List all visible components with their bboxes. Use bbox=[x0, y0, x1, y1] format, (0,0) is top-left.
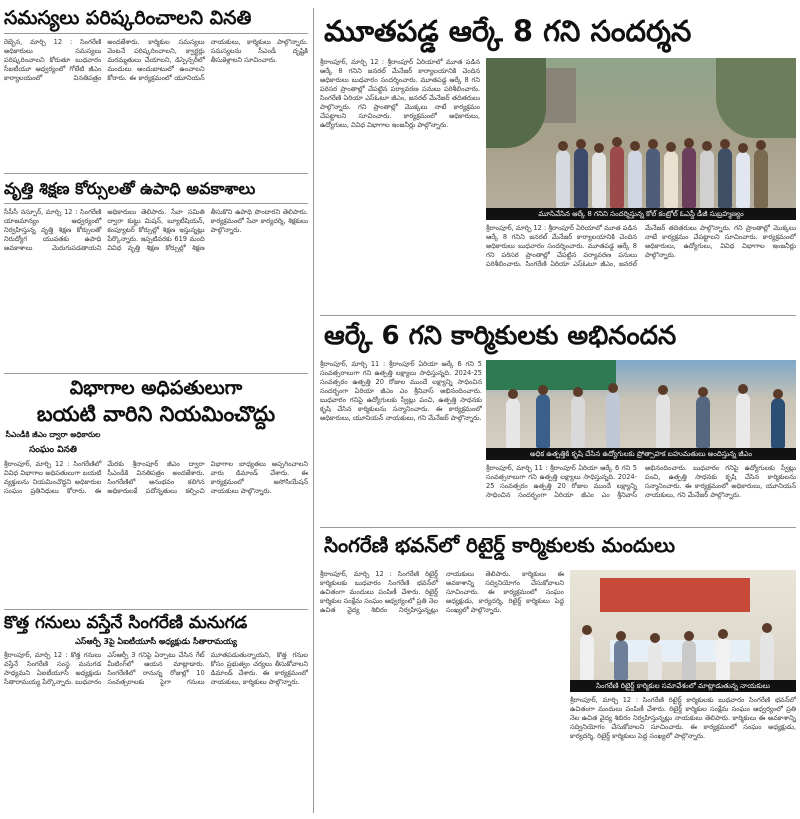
person-figure bbox=[700, 150, 714, 208]
person-figure bbox=[682, 640, 696, 680]
person-figure bbox=[606, 392, 620, 448]
article-headline: ఆర్కే 6 గని కార్మికులకు అభినందన bbox=[324, 321, 677, 351]
article-body: శ్రీరాంపూర్, మార్చి 12 : కొత్త గనులు వస్తేనే సింగరేణి సంస్థ మనుగడ సాధ్యమని ఏఐటీయూసీ అధ్యక్షుడు సీతారామయ్య పేర్కొన్నారు. బుధవారం ఎస్ఆర్పీ 3 గనిపై ఏర్పాటు చేసిన గేట్ మీటింగ్‌లో ఆయన మాట్లాడారు. సింగరేణిలో రానున్న రోజుల్లో 10 సంవత్సరాలకు పైగా గనులు మూతపడుతున్నాయని, కొత్త గనుల కోసం ప్రభుత్వం చర్యలు తీసుకోవాలని డిమాండ్ చేశారు. ఈ కార్యక్రమంలో నాయకులు, కార్మికులు పాల్గొన్నారు. bbox=[4, 651, 308, 686]
photo-caption: సింగరేణి రిటైర్డ్ కార్మికుల సమావేశంలో మాట్లాడుతున్న నాయకులు bbox=[570, 680, 796, 692]
person-figure bbox=[646, 148, 660, 208]
article-retired-medicines bbox=[320, 528, 796, 814]
person-figure bbox=[614, 640, 628, 680]
article-headline-line2: బయటి వారిని నియమించొద్దు bbox=[36, 402, 276, 426]
person-figure bbox=[536, 394, 550, 448]
felicitation-photo bbox=[486, 360, 796, 460]
divider bbox=[4, 373, 308, 374]
article-vocational-training bbox=[4, 178, 308, 334]
article-body: శ్రీరాంపూర్, మార్చి 12 : సింగరేణిలో వివిధ విభాగాల అధిపతులుగా బయటి వ్యక్తులను నియమించొద్దని అధికారుల సంఘం ప్రతినిధులు కోరారు. ఈ మేరకు శ్రీరాంపూర్ జీఎం ద్వారా సీఎండీకి వినతిపత్రం అందజేశారు. సింగరేణిలో అనుభవం కలిగిన అధికారులకే పదోన్నతులు కల్పించి విభాగాల బాధ్యతలు అప్పగించాలని వారు డిమాండ్ చేశారు. ఈ కార్యక్రమంలో అసోసియేషన్ నాయకులు పాల్గొన్నారు. bbox=[4, 460, 308, 495]
article-subhead: సీఎండీకి జీఎం ద్వారా అధికారుల bbox=[5, 430, 101, 439]
person-figure bbox=[771, 398, 785, 448]
divider bbox=[4, 33, 308, 34]
person-figure bbox=[754, 149, 768, 208]
article-headline: సింగరేణి భవన్‌లో రిటైర్డ్ కార్మికులకు మందులు bbox=[324, 533, 676, 557]
banner-shape bbox=[600, 578, 750, 612]
column-divider bbox=[313, 8, 314, 813]
article-body: శ్రీరాంపూర్, మార్చి 12 : శ్రీరాంపూర్ ఏరియాలో మూత పడిన ఆర్కే 8 గనిని జనరల్ మేనేజర్ కార్యాలయానికి చెందిన అధికారులు బుధవారం సందర్శించారు. మూతపడ్డ ఆర్కే 8 గని పరిసర ప్రాంతాల్లో చేపట్టిన పర్యావరణ పనులు పరిశీలించారు. సింగరేణి ఏరియా ఎస్ఓటూ జీఎం, జనరల్ మేనేజర్ తదితరులు పాల్గొన్నారు. గని ప్రాంతాల్లో మొక్కలు నాటే కార్యక్రమం చేపట్టాలని సూచించారు. కార్యక్రమంలో అధికారులు, ఉద్యోగులు, వివిధ విభాగాల ఇంజనీర్లు పాల్గొన్నారు. bbox=[320, 58, 480, 129]
person-figure bbox=[696, 396, 710, 448]
article-body-continued: శ్రీరాంపూర్, మార్చి 12 : శ్రీరాంపూర్ ఏరియాలో మూత పడిన ఆర్కే 8 గనిని జనరల్ మేనేజర్ కార్యాలయానికి చెందిన అధికారులు బుధవారం సందర్శించారు. మూతపడ్డ ఆర్కే 8 గని పరిసర ప్రాంతాల్లో చేపట్టిన పర్యావరణ పనులు పరిశీలించారు. సింగరేణి ఏరియా ఎస్ఓటూ జీఎం, జనరల్ మేనేజర్ తదితరులు పాల్గొన్నారు. గని ప్రాంతాల్లో మొక్కలు నాటే కార్యక్రమం చేపట్టాలని సూచించారు. కార్యక్రమంలో అధికారులు, ఉద్యోగులు, వివిధ విభాగాల ఇంజనీర్లు పాల్గొన్నారు. bbox=[486, 224, 796, 268]
person-figure bbox=[736, 152, 750, 208]
article-headline-line1: విభాగాల అధిపతులుగా bbox=[69, 377, 243, 399]
article-body: శ్రీరాంపూర్, మార్చి 11 : శ్రీరాంపూర్ ఏరియా ఆర్కే 6 గని 5 సంవత్సరాలుగా గని ఉత్పత్తి లక్ష్యాలు సాధిస్తున్నది. 2024-25 సంవత్సరం ఉత్పత్తి 20 రోజుల ముందే లక్ష్యాన్ని సాధించిన సందర్భంగా ఏరియా జీఎం ఎం శ్రీనివాస్ అభినందించారు. బుధవారం గనిపై ఉద్యోగులకు స్వీట్లు పంచి, ఉత్పత్తి సాధనకు కృషి చేసిన కార్మికులను సన్మానించారు. ఈ కార్యక్రమంలో అధికారులు, యూనియన్ నాయకులు, గని మేనేజర్ పాల్గొన్నారు. bbox=[320, 360, 482, 422]
article-new-mines bbox=[4, 612, 308, 819]
person-figure bbox=[580, 634, 594, 680]
person-figure bbox=[716, 638, 730, 680]
article-body: సీసీసీ నస్పూర్, మార్చి 12 : సింగరేణి యాజమాన్యం ఆధ్వర్యంలో నిర్వహిస్తున్న వృత్తి శిక్షణ కోర్సులతో నిరుద్యోగ యువతకు ఉపాధి అవకాశాలు మెరుగుపడతాయని అధికారులు తెలిపారు. సేవా సమితి ద్వారా కుట్టు మిషన్, బ్యూటీషియన్, కంప్యూటర్ కోర్సుల్లో శిక్షణ ఇస్తున్నట్లు పేర్కొన్నారు. ఇప్పటివరకు 619 మంది వివిధ వృత్తి శిక్షణ కోర్సుల్లో శిక్షణ తీసుకొని ఉపాధి పొందారని తెలిపారు. కార్యక్రమంలో సేవా కార్యదర్శి, శిక్షకులు పాల్గొన్నారు. bbox=[4, 208, 308, 252]
person-figure bbox=[736, 393, 750, 448]
photo-caption: అధిక ఉత్పత్తికి కృషి చేసిన ఉద్యోగులకు ప్రోత్సాహక బహుమతులు అందిస్తున్న జీఎం bbox=[486, 448, 796, 460]
tree-shape bbox=[716, 58, 796, 138]
divider bbox=[4, 203, 308, 204]
photo-caption: మూసివేసిన ఆర్కే 8 గనిని సందర్శిస్తున్న కోల్ కంట్రోల్ ఓఎస్డీ డీజీ సుబ్రహ్మణ్యం bbox=[486, 208, 796, 220]
person-figure bbox=[556, 150, 570, 208]
article-body: రెబ్బెన, మార్చి 12 : సింగరేణి అధికారులు సమస్యలు పరిష్కరించాలని కోరుతూ బుధవారం సీఐటీయూ ఆధ్వర్యంలో గోలేటి జీఎం కార్యాలయంలో వినతిపత్రం అందజేశారు. కార్మికుల సమస్యలు వెంటనే పరిష్కరించాలని, క్వార్టర్లు మరమ్మతులు చేయాలని, డిస్పెన్సరీలో మందులు అందుబాటులో ఉంచాలని కోరారు. ఈ కార్యక్రమంలో యూనియన్ నాయకులు, కార్మికులు పాల్గొన్నారు. సమస్యలను సీఎండీ దృష్టికి తీసుకెళ్లాలని సూచించారు. bbox=[4, 38, 308, 82]
article-body-continued: శ్రీరాంపూర్, మార్చి 11 : శ్రీరాంపూర్ ఏరియా ఆర్కే 6 గని 5 సంవత్సరాలుగా గని ఉత్పత్తి లక్ష్యాలు సాధిస్తున్నది. 2024-25 సంవత్సరం ఉత్పత్తి 20 రోజుల ముందే లక్ష్యాన్ని సాధించిన సందర్భంగా ఏరియా జీఎం ఎం శ్రీనివాస్ అభినందించారు. బుధవారం గనిపై ఉద్యోగులకు స్వీట్లు పంచి, ఉత్పత్తి సాధనకు కృషి చేసిన కార్మికులను సన్మానించారు. ఈ కార్యక్రమంలో అధికారులు, యూనియన్ నాయకులు, గని మేనేజర్ పాల్గొన్నారు. bbox=[486, 464, 796, 499]
article-subhead-2: సంఘం వినతి bbox=[29, 445, 77, 455]
article-headline: వృత్తి శిక్షణ కోర్సులతో ఉపాధి అవకాశాలు bbox=[4, 179, 256, 198]
divider bbox=[4, 609, 308, 610]
person-figure bbox=[664, 151, 678, 208]
person-figure bbox=[628, 150, 642, 208]
person-figure bbox=[506, 398, 520, 448]
divider bbox=[4, 173, 308, 174]
article-body-continued: శ్రీరాంపూర్, మార్చి 12 : సింగరేణి రిటైర్డ్ కార్మికులకు బుధవారం సింగరేణి భవన్‌లో ఉచితంగా మందులు పంపిణీ చేశారు. రిటైర్డ్ కార్మికుల సంక్షేమ సంఘం ఆధ్వర్యంలో ప్రతి నెల ఉచిత వైద్య శిబిరం నిర్వహిస్తున్నట్లు నాయకులు తెలిపారు. కార్మికులు ఈ అవకాశాన్ని సద్వినియోగం చేసుకోవాలని సూచించారు. ఈ కార్యక్రమంలో సంఘం అధ్యక్షుడు, కార్యదర్శి, రిటైర్డ్ కార్మికులు పెద్ద సంఖ్యలో పాల్గొన్నారు. bbox=[570, 696, 796, 740]
person-figure bbox=[592, 152, 606, 208]
article-rk6-felicitation bbox=[320, 316, 796, 522]
person-figure bbox=[682, 147, 696, 208]
person-figure bbox=[610, 146, 624, 208]
banner-shape bbox=[486, 360, 616, 390]
person-figure bbox=[574, 148, 588, 208]
person-figure bbox=[648, 642, 662, 680]
article-headline: మూతపడ్డ ఆర్కే 8 గని సందర్శన bbox=[324, 14, 692, 48]
rk8-group-photo bbox=[486, 58, 796, 220]
person-figure bbox=[718, 148, 732, 208]
person-figure bbox=[760, 632, 774, 680]
article-subhead: ఎస్ఆర్పీ 3పై ఏఐటీయూసీ అధ్యక్షుడు సీతారామయ్య bbox=[75, 637, 237, 646]
article-rk8-visit bbox=[320, 0, 796, 310]
tree-shape bbox=[486, 58, 546, 148]
article-outsiders bbox=[4, 376, 308, 578]
article-petition bbox=[4, 6, 308, 164]
article-headline: కొత్త గనులు వస్తేనే సింగరేణి మనుగడ bbox=[4, 613, 248, 633]
person-figure bbox=[571, 396, 585, 448]
article-headline: సమస్యలు పరిష్కరించాలని వినతి bbox=[4, 7, 252, 29]
article-body: శ్రీరాంపూర్, మార్చి 12 : సింగరేణి రిటైర్డ్ కార్మికులకు బుధవారం సింగరేణి భవన్‌లో ఉచితంగా మందులు పంపిణీ చేశారు. రిటైర్డ్ కార్మికుల సంక్షేమ సంఘం ఆధ్వర్యంలో ప్రతి నెల ఉచిత వైద్య శిబిరం నిర్వహిస్తున్నట్లు నాయకులు తెలిపారు. కార్మికులు ఈ అవకాశాన్ని సద్వినియోగం చేసుకోవాలని సూచించారు. ఈ కార్యక్రమంలో సంఘం అధ్యక్షుడు, కార్యదర్శి, రిటైర్డ్ కార్మికులు పెద్ద సంఖ్యలో పాల్గొన్నారు. bbox=[320, 570, 564, 614]
person-figure bbox=[656, 394, 670, 448]
retired-workers-photo bbox=[570, 570, 796, 692]
